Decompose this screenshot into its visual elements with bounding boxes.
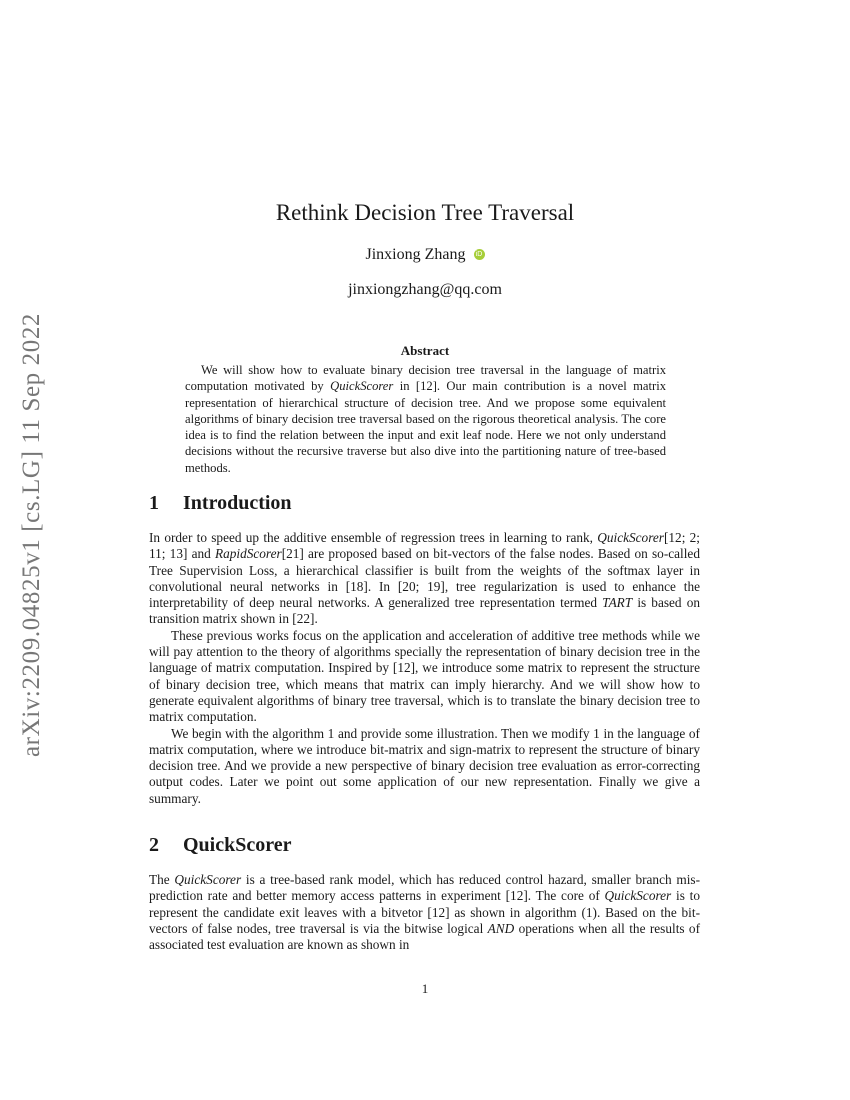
paragraph: These previous works focus on the application and acceleration of additive tree methods while we will pay attention to the theory of algorithms specially the representation of binary decision tree in the language of matrix computation. Inspired by [12], we introduce some matrix to represent the structure of binary decision tree, which means that matrix can imply hierarchy. And we will show how to generate equivalent algorithms of binary tree traversal, which is to translate the binary decision tree to matrix computation.	[149, 627, 700, 725]
page-number: 1	[421, 981, 429, 996]
section-1-heading	[149, 492, 292, 515]
paragraph: We begin with the algorithm 1 and provide some illustration. Then we modify 1 in the language of matrix computation, where we introduce bit-matrix and sign-matrix to represent the structure of binary decision tree. And we provide a new perspective of binary decision tree evaluation as error-correcting output codes. Later we point out some application of our new representation. Finally we give a summary.	[149, 725, 700, 806]
paper-title: Rethink Decision Tree Traversal	[275, 200, 575, 225]
abstract-heading: Abstract	[400, 343, 450, 358]
abstract-paragraph: We will show how to evaluate binary decision tree traversal in the language of matrix computation motivated by QuickScorer in [12]. Our main contribution is a novel matrix representation of hierarchical structure of decision tree. And we propose some equivalent algorithms of binary decision tree traversal based on the rigorous theoretical analysis. The core idea is to find the relation between the input and exit leaf node. Here we not only understand decisions without the recursive traverse but also dive into the partitioning nature of tree-based methods.	[185, 363, 667, 475]
paragraph: In order to speed up the additive ensemble of regression trees in learning to rank, QuickScorer[12; 2; 11; 13] and RapidScorer[21] are proposed based on bit-vectors of the false nodes. Based on so-called Tree Supervision Loss, a hierarchical classifier is built from the weights of the softmax layer in convolutional neural networks in [18]. In [20; 19], tree regularization is used to enhance the interpretability of deep neural networks. A generalized tree representation termed TART is based on transition matrix shown in [22].	[149, 530, 700, 627]
section-2-heading	[149, 834, 292, 857]
section-2-body	[149, 872, 700, 953]
arxiv-identifier-stamp	[12, 295, 52, 775]
author-name: Jinxiong Zhang	[365, 246, 466, 263]
section-number: 2	[149, 834, 159, 856]
orcid-icon[interactable]: iD	[474, 249, 485, 260]
author-email: jinxiongzhang@qq.com	[348, 281, 502, 298]
abstract-body	[185, 362, 666, 476]
paragraph: The QuickScorer is a tree-based rank model, which has reduced control hazard, smaller branch mis-prediction rate and better memory access patterns in experiment [12]. The core of QuickScorer is to represent the candidate exit leaves with a bitvetor [12] as shown in algorithm (1). Based on the bit-vectors of false nodes, tree traversal is via the bitwise logical AND operations when all the results of associated test evaluation are known as shown in	[149, 872, 701, 953]
section-title: QuickScorer	[183, 834, 292, 856]
section-1-body	[149, 530, 700, 807]
section-number: 1	[149, 492, 159, 514]
arxiv-identifier: arXiv:2209.04825v1 [cs.LG] 11 Sep 2022	[18, 312, 45, 758]
section-title: Introduction	[183, 492, 292, 514]
author-line	[0, 246, 850, 264]
